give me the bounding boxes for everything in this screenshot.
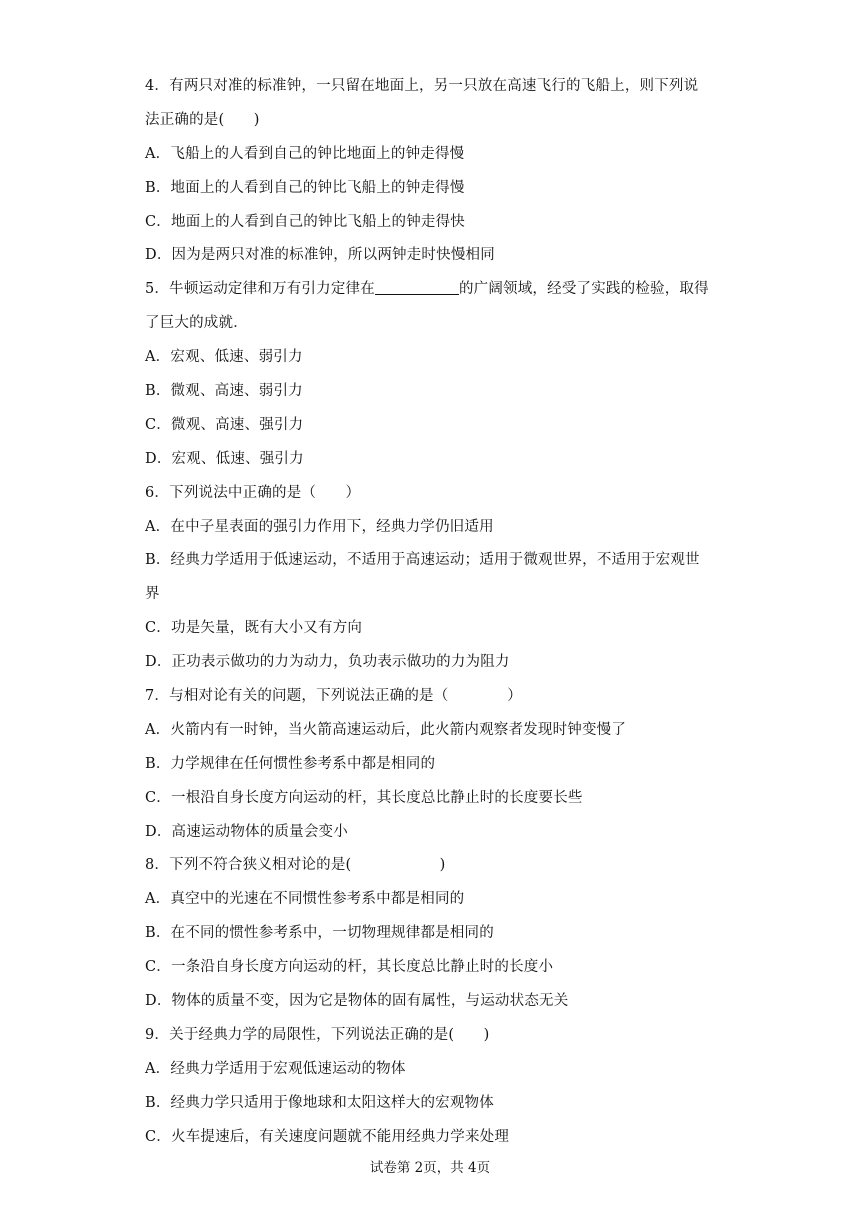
fill-in-blank: [375, 280, 459, 295]
question-7-option-d: D．高速运动物体的质量会变小: [145, 823, 348, 840]
page-footer: 试卷第 2页，共 4页: [369, 1160, 491, 1176]
question-9-stem: 9．关于经典力学的局限性，下列说法正确的是( ): [145, 1026, 490, 1043]
question-7-option-b: B．力学规律在任何惯性参考系中都是相同的: [145, 755, 436, 772]
question-9-option-b: B．经典力学只适用于像地球和太阳这样大的宏观物体: [145, 1094, 494, 1111]
question-list: [145, 70, 725, 1155]
question-8-option-c: C．一条沿自身长度方向运动的杆，其长度总比静止时的长度小: [145, 959, 554, 976]
question-9-option-a: A．经典力学适用于宏观低速运动的物体: [145, 1060, 406, 1077]
question-5-option-d: D．宏观、低速、强引力: [145, 450, 304, 467]
question-7-option-c: C．一根沿自身长度方向运动的杆，其长度总比静止时的长度要长些: [145, 789, 583, 806]
question-8-option-a: A．真空中的光速在不同惯性参考系中都是相同的: [145, 891, 465, 908]
question-5-stem-line-2: 了巨大的成就．: [145, 315, 248, 332]
question-5-option-b: B．微观、高速、弱引力: [145, 383, 303, 400]
question-4-stem-line-2: 法正确的是( ): [145, 111, 260, 128]
question-4-option-c: C．地面上的人看到自己的钟比飞船上的钟走得快: [145, 213, 465, 230]
question-7-option-a: A．火箭内有一时钟，当火箭高速运动后，此火箭内观察者发现时钟变慢了: [145, 721, 627, 738]
question-4-option-d: D．因为是两只对准的标准钟，所以两钟走时快慢相同: [145, 247, 495, 264]
question-5-option-a: A．宏观、低速、弱引力: [145, 349, 303, 366]
question-7-stem: 7．与相对论有关的问题，下列说法正确的是（ ）: [145, 688, 522, 705]
question-5-stem-before-blank: 5．牛顿运动定律和万有引力定律在: [145, 281, 375, 298]
question-4-option-b: B．地面上的人看到自己的钟比飞船上的钟走得慢: [145, 179, 465, 196]
question-4-stem-line-1: 4．有两只对准的标准钟，一只留在地面上，另一只放在高速飞行的飞船上，则下列说: [145, 78, 699, 94]
question-9-option-c: C．火车提速后，有关速度问题就不能用经典力学来处理: [145, 1128, 510, 1145]
question-5-stem-after-blank: 的广阔领域，经受了实践的检验，取得: [458, 281, 709, 298]
question-8-option-d: D．物体的质量不变，因为它是物体的固有属性，与运动状态无关: [145, 993, 569, 1010]
question-6-option-a: A．在中子星表面的强引力作用下，经典力学仍旧适用: [145, 518, 494, 535]
question-8-stem: 8．下列不符合狭义相对论的是( ): [145, 857, 446, 874]
question-4-option-a: A．飞船上的人看到自己的钟比地面上的钟走得慢: [145, 145, 465, 162]
question-6-option-b-continued: 界: [145, 586, 160, 603]
question-6-option-d: D．正功表示做功的力为动力，负功表示做功的力为阻力: [145, 654, 510, 671]
question-8-option-b: B．在不同的惯性参考系中，一切物理规律都是相同的: [145, 925, 494, 942]
question-6-stem: 6．下列说法中正确的是（ ）: [145, 484, 361, 501]
question-5-stem-line-1: [145, 273, 725, 307]
question-6-option-b: B．经典力学适用于低速运动，不适用于高速运动；适用于微观世界，不适用于宏观世: [145, 552, 700, 569]
question-6-option-c: C．功是矢量，既有大小又有方向: [145, 620, 363, 637]
question-5-option-c: C．微观、高速、强引力: [145, 416, 304, 433]
